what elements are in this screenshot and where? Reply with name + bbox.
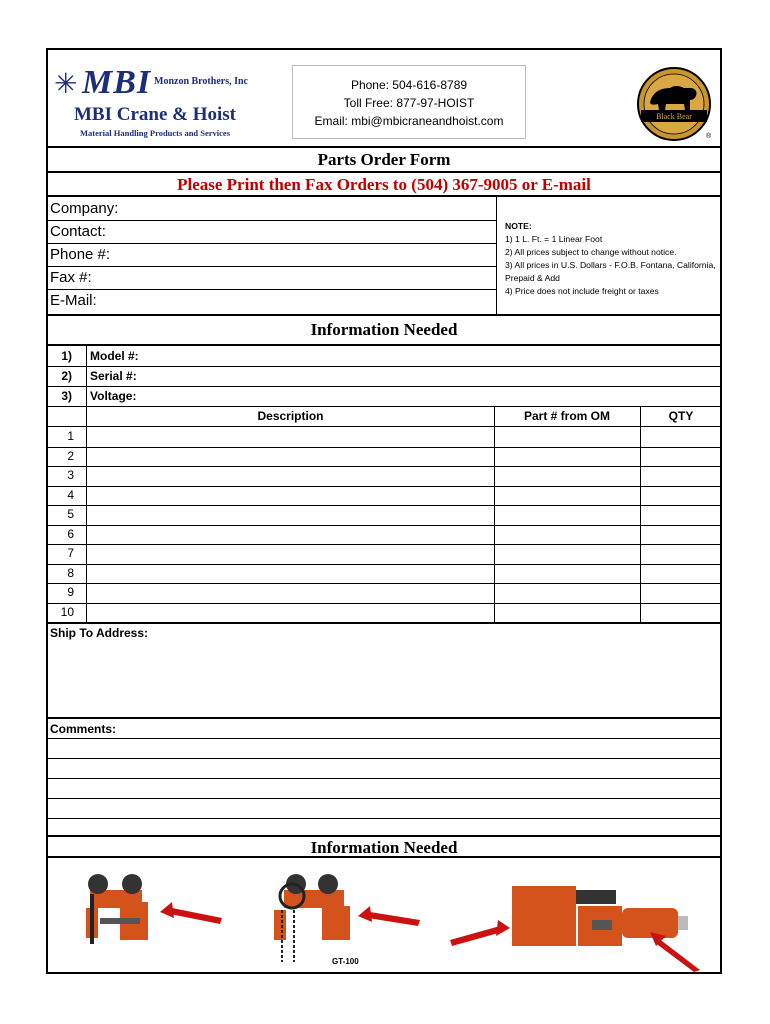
col-description: Description xyxy=(257,409,324,423)
table-row-divider xyxy=(48,505,720,506)
email-field[interactable]: E-Mail: xyxy=(50,292,97,309)
divider xyxy=(48,220,496,221)
divider xyxy=(48,366,720,367)
table-row-divider xyxy=(48,564,720,565)
divider xyxy=(48,195,720,197)
mbi-logo xyxy=(54,60,254,142)
contact-toll-free: Toll Free: 877-97-HOIST xyxy=(343,96,475,110)
divider xyxy=(494,406,495,622)
notes-box xyxy=(505,220,717,298)
col-qty: QTY xyxy=(668,409,694,423)
divider xyxy=(48,243,496,244)
photo-caption: GT-100 xyxy=(332,957,359,966)
contact-field[interactable]: Contact: xyxy=(50,223,106,240)
table-row-number: 1 xyxy=(67,429,74,443)
divider xyxy=(48,758,720,759)
logo-monzon-text: Monzon Brothers, Inc xyxy=(154,76,248,87)
table-row-number: 9 xyxy=(67,585,74,599)
divider xyxy=(48,171,720,173)
contact-phone: Phone: 504-616-8789 xyxy=(350,78,468,92)
divider xyxy=(48,717,720,719)
company-field[interactable]: Company: xyxy=(50,200,119,217)
contact-info-box xyxy=(292,65,526,139)
arrow-icon xyxy=(450,926,502,946)
table-row-number: 2 xyxy=(67,448,74,463)
phone-field[interactable]: Phone #: xyxy=(50,246,111,263)
divider xyxy=(48,778,720,779)
table-row-divider xyxy=(48,447,720,448)
divider xyxy=(48,856,720,858)
black-bear-logo xyxy=(636,66,712,142)
divider xyxy=(48,344,720,346)
starburst-icon: ✳ xyxy=(54,68,78,99)
table-row-number: 4 xyxy=(67,487,74,502)
note-line: 4) Price does not include freight or taxes xyxy=(505,286,659,296)
arrow-icon xyxy=(170,908,222,924)
bear-logo-text: Black Bear xyxy=(656,112,692,121)
trolley-photo-2 xyxy=(266,870,426,966)
table-row-number: 7 xyxy=(67,546,74,560)
fax-field[interactable]: Fax #: xyxy=(50,269,92,286)
model-field[interactable]: Model #: xyxy=(90,349,139,363)
note-line: 2) All prices subject to change without notice. xyxy=(505,247,677,257)
divider xyxy=(48,738,720,739)
form-subtitle: Please Print then Fax Orders to (504) 367-9005 or E-mail xyxy=(177,175,591,194)
col-part-number: Part # from OM xyxy=(523,409,610,423)
divider xyxy=(496,195,497,314)
comments-label[interactable]: Comments: xyxy=(50,722,117,736)
table-row-divider xyxy=(48,583,720,584)
divider xyxy=(48,314,720,316)
logo-mbi-text: MBI xyxy=(82,64,152,101)
arrow-icon xyxy=(654,938,700,972)
logo-company-name: MBI Crane & Hoist xyxy=(74,104,237,125)
table-row-divider xyxy=(48,466,720,467)
divider xyxy=(48,835,720,837)
note-heading: NOTE: xyxy=(505,221,532,231)
note-line: 1) 1 L. Ft. = 1 Linear Foot xyxy=(505,234,603,244)
divider xyxy=(48,622,720,624)
divider xyxy=(48,406,720,407)
info-num: 2) xyxy=(61,369,72,383)
divider xyxy=(48,146,720,148)
table-row-divider xyxy=(48,486,720,487)
table-row-number: 3 xyxy=(67,468,74,482)
table-row-divider xyxy=(48,525,720,526)
logo-tagline: Material Handling Products and Services xyxy=(80,128,231,138)
table-row-number: 5 xyxy=(67,507,74,521)
trolley-photo-1 xyxy=(76,872,226,948)
table-row-number: 8 xyxy=(67,565,74,580)
info-needed-title-2: Information Needed xyxy=(310,838,458,857)
voltage-field[interactable]: Voltage: xyxy=(90,389,137,403)
info-num: 3) xyxy=(61,389,72,403)
divider xyxy=(48,386,720,387)
info-needed-title: Information Needed xyxy=(310,320,458,339)
note-line: 3) All prices in U.S. Dollars - F.O.B. Fontana, California, Prepaid & Add xyxy=(505,260,716,283)
divider xyxy=(48,818,720,819)
divider xyxy=(48,289,496,290)
divider xyxy=(640,406,641,622)
contact-email[interactable]: Email: mbi@mbicraneandhoist.com xyxy=(314,114,504,128)
ship-to-label[interactable]: Ship To Address: xyxy=(50,626,149,640)
parts-order-form xyxy=(46,48,722,974)
info-num: 1) xyxy=(61,349,72,363)
table-row-divider xyxy=(48,544,720,545)
arrow-icon xyxy=(368,912,420,926)
form-title: Parts Order Form xyxy=(317,150,451,169)
trolley-photo-3 xyxy=(448,876,718,972)
table-row-number: 6 xyxy=(67,526,74,541)
divider xyxy=(48,266,496,267)
table-row-number: 10 xyxy=(60,604,74,619)
serial-field[interactable]: Serial #: xyxy=(90,369,137,383)
svg-text:®: ® xyxy=(706,133,712,140)
divider xyxy=(48,426,720,427)
divider xyxy=(48,798,720,799)
table-row-divider xyxy=(48,603,720,604)
